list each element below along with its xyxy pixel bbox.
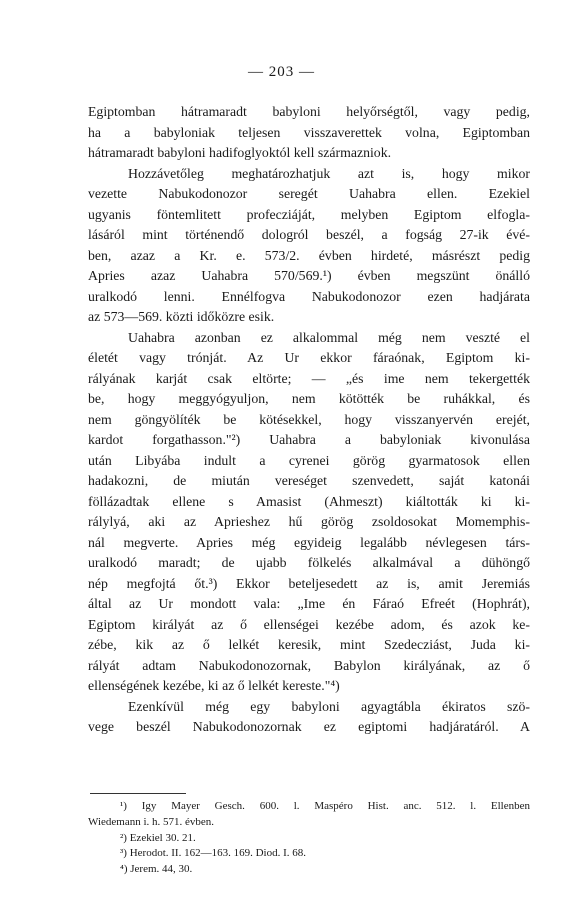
- text-line: Egiptomban hátramaradt babyloni helyőrségtől, vagy pedig,: [88, 104, 530, 119]
- text-line: életét vagy trónját. Az Ur ekkor fáraónak, Egiptom ki-: [88, 350, 530, 365]
- text-line: Uahabra azonban ez alkalommal még nem veszté el: [128, 329, 530, 345]
- text-line: zébe, kik az ő lelkét keresik, mint Szedecziást, Juda ki-: [88, 637, 530, 652]
- text-line: Hozzávetőleg meghatározhatjuk azt is, hogy mikor: [128, 165, 530, 181]
- text-line: ellenségének kezébe, ki az ő lelkét kereste."⁴): [88, 678, 340, 693]
- footnote: ³) Herodot. II. 162—163. 169. Diod. I. 68.: [120, 847, 306, 860]
- footnotes: [88, 799, 530, 878]
- text-line: lásáról mint történendő dologról beszél, a fogság 27-ik évé-: [88, 227, 530, 242]
- text-line: rálylyá, aki az Aprieshez hű görög zsoldosokat Momemphis-: [88, 514, 530, 529]
- text-line: rályának karját csak eltörte; — „és ime nem tekergették: [88, 370, 530, 386]
- text-line: Egiptom királyát az ő ellenségei kezébe adom, és azok ke-: [88, 616, 530, 632]
- text-line: kardot forgathasson."²) Uahabra a babyloniak kivonulása: [88, 432, 530, 447]
- text-line: az 573—569. közti időközre esik.: [88, 309, 275, 324]
- text-line: után Libyába indult a cyrenei görög gyarmatosok ellen: [88, 452, 530, 468]
- footnote: ¹) Igy Mayer Gesch. 600. l. Maspéro Hist. anc. 512. l. Ellenben: [120, 800, 530, 812]
- footnote-continuation: Wiedemann i. h. 571. évben.: [88, 815, 215, 828]
- text-line: Ezenkívül még egy babyloni agyagtábla ékiratos szö-: [128, 698, 530, 714]
- text-line: ben, azaz a Kr. e. 573/2. évben hirdeté, másrészt pedig: [88, 247, 530, 263]
- text-line: uralkodó maradt; de ujabb fölkelés alkalmával a dühöngő: [88, 555, 530, 570]
- page-number: — 203 —: [248, 64, 315, 80]
- text-line: Apries azaz Uahabra 570/569.¹) évben megszünt önálló: [88, 268, 530, 283]
- text-line: nál megverte. Apries még egyideig legalább névlegesen társ-: [88, 534, 530, 550]
- text-line: nép megfojtá őt.³) Ekkor beteljesedett az is, amit Jeremiás: [88, 575, 530, 591]
- footnote-divider: [90, 793, 186, 794]
- text-line: nem göngyölíték be kötésekkel, hogy visszanyervén erejét,: [88, 411, 530, 427]
- text-line: uralkodó lenni. Ennélfogva Nabukodonozor ezen hadjárata: [88, 288, 530, 304]
- text-line: rályát adtam Nabukodonozornak, Babylon királyának, az ő: [88, 657, 530, 673]
- footnote: ⁴) Jerem. 44, 30.: [120, 863, 193, 876]
- text-line: vezette Nabukodonozor seregét Uahabra ellen. Ezekiel: [88, 186, 530, 201]
- text-line: ugyanis föntemlitett profecziáját, melyben Egiptom elfogla-: [88, 206, 530, 222]
- text-line: be, hogy meggyógyuljon, nem kötötték be ruhákkal, és: [88, 391, 530, 406]
- body-text: [88, 102, 530, 738]
- text-line: hátramaradt babyloni hadifoglyoktól kell származniok.: [88, 145, 392, 160]
- text-line: föllázadtak ellene s Amasist (Ahmeszt) kiáltották ki ki-: [88, 493, 530, 509]
- text-line: által az Ur mondott vala: „Ime én Fáraó Efreét (Hophrát),: [88, 596, 530, 611]
- text-line: vege beszél Nabukodonozornak ez egiptomi hadjáratáról. A: [88, 719, 530, 734]
- text-line: hadakozni, de miután vereséget szenvedett, saját katonái: [88, 473, 530, 488]
- text-line: ha a babyloniak teljesen visszaverettek volna, Egiptomban: [88, 124, 530, 140]
- footnote: ²) Ezekiel 30. 21.: [120, 831, 196, 844]
